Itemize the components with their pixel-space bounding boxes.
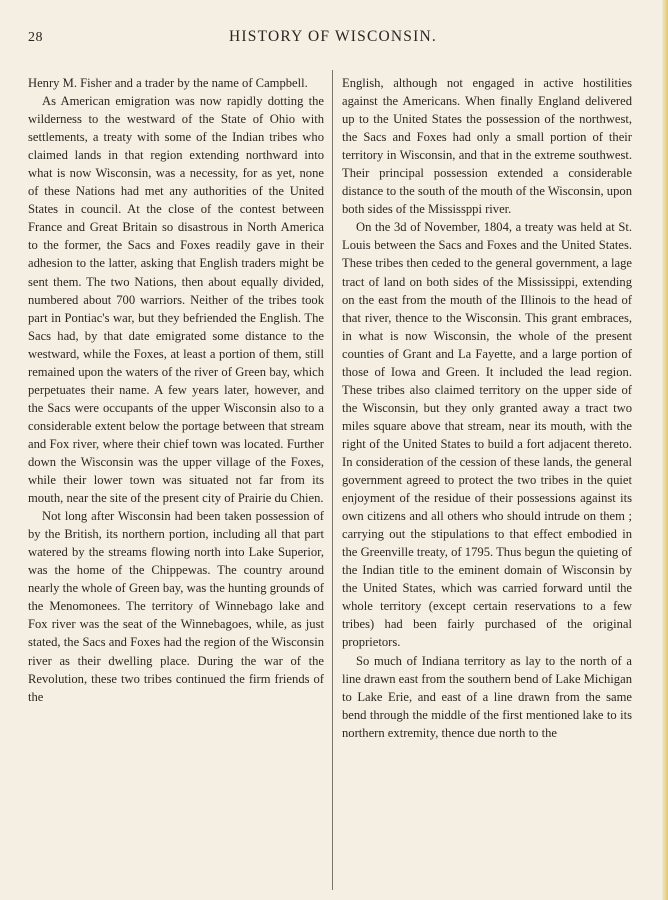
page-number: 28 xyxy=(28,30,43,45)
page-header xyxy=(28,28,638,52)
paragraph: As American emigration was now rapidly dotting the wilderness to the westward of the State of Ohio with settlements, a treaty with some of the Indian tribes who claimed lands in that region extending northward into what is now Wisconsin, was a necessity, for as yet, none of these Nations had met any authorities of the United States in council. At the close of the contest between France and Great Britain so disastrous in North America to the former, the Sacs and Foxes readily gave in their adhesion to the latter, asking that English traders might be sent them. The two Nations, then about equally divided, numbered about 700 warriors. Neither of the tribes took part in Pontiac's war, but they befriended the English. The Sacs had, by that date emigrated some distance to the westward, while the Foxes, at least a portion of them, still remained upon the waters of the river of Green bay, which perpetuates their name. A few years later, however, and the Sacs were occupants of the upper Wisconsin also to a considerable extent below the portage between that stream and Fox river, where their chief town was located. Further down the Wisconsin was the upper village of the Foxes, while their lower town was situated not far from its mouth, near the site of the present city of Prairie du Chien. xyxy=(28,94,324,506)
running-title: HISTORY OF WISCONSIN. xyxy=(229,28,437,45)
paragraph: Not long after Wisconsin had been taken possession of by the British, its northern portion, including all that part watered by the streams flowing north into Lake Superior, was the home of the Chippewas. The country around nearly the whole of Green bay, was the hunting grounds of the Menomonees. The territory of Winnebago lake and Fox river was the seat of the Winnebagoes, while, as just stated, the Sacs and Foxes had the region of the Wisconsin river as their dwelling place. During the war of the Revolution, these two tribes continued the firm friends of the xyxy=(28,509,324,704)
column-divider xyxy=(332,70,333,890)
page-edge xyxy=(662,0,668,900)
paragraph: English, although not engaged in active hostilities against the Americans. When finally England delivered up to the United States the possession of the northwest, the Sacs and Foxes had only a small portion of their territory in Wisconsin, and that in the extreme southwest. Their principal possession extended a considerable distance to the south of the mouth of the Wisconsin, upon both sides of the Mississppi river. xyxy=(342,76,632,217)
left-column xyxy=(28,74,324,894)
paragraph: Henry M. Fisher and a trader by the name of Campbell. xyxy=(28,76,308,90)
paragraph: On the 3d of November, 1804, a treaty was held at St. Louis between the Sacs and Foxes and the United States. These tribes then ceded to the general government, a lage tract of land on both sides of the Mississippi, extending on the east from the mouth of the Illinois to the head of that river, thence to the Wisconsin. This grant embraces, in what is now Wisconsin, the whole of the present counties of Grant and La Fayette, and a large portion of those of Iowa and Green. It included the lead region. These tribes also claimed territory on the upper side of the Wisconsin, but they only granted away a tract two miles square above that stream, near its mouth, with the right of the United States to build a fort adjacent thereto. In consideration of the cession of these lands, the general government agreed to protect the two tribes in the quiet enjoyment of the residue of their possessions against its own citizens and all others who should intrude on them ; carrying out the stipulations to that effect embodied in the Greenville treaty, of 1795. Thus begun the quieting of the Indian title to the eminent domain of Wisconsin by the United States, which was carried forward until the whole territory (except certain reservations to a few tribes) had been fairly purchased of the original proprietors. xyxy=(342,220,632,650)
paragraph: So much of Indiana territory as lay to the north of a line drawn east from the southern bend of Lake Michigan to Lake Erie, and east of a line drawn from the same bend through the middle of the first mentioned lake to its northern extremity, thence due north to the xyxy=(342,653,632,740)
right-column xyxy=(342,74,632,894)
